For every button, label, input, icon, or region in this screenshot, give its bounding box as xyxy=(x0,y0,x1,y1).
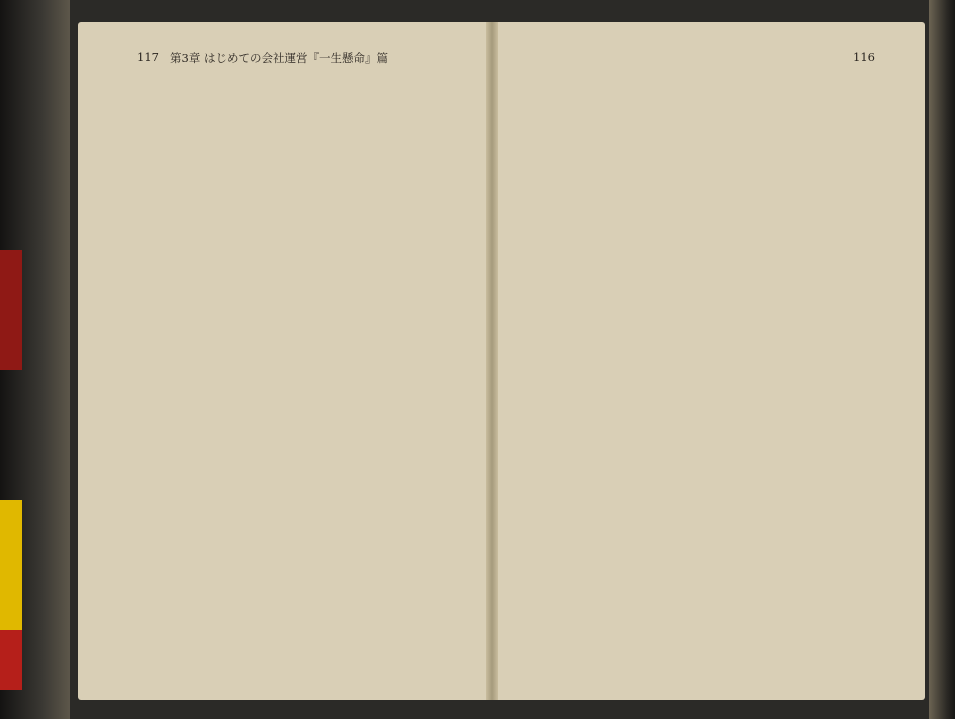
running-header-chapter: 第3章 はじめての会社運営『一生懸命』篇 xyxy=(170,51,388,65)
right-page-number: 116 xyxy=(853,50,875,64)
right-page xyxy=(492,22,925,700)
spine-stripe-red-bottom xyxy=(0,630,22,690)
book-edge-right xyxy=(929,0,955,719)
book-gutter xyxy=(486,22,498,700)
left-page-number: 117 xyxy=(137,50,159,64)
spine-stripe-red xyxy=(0,250,22,370)
spine-stripe-yellow xyxy=(0,500,22,630)
left-page xyxy=(78,22,490,700)
